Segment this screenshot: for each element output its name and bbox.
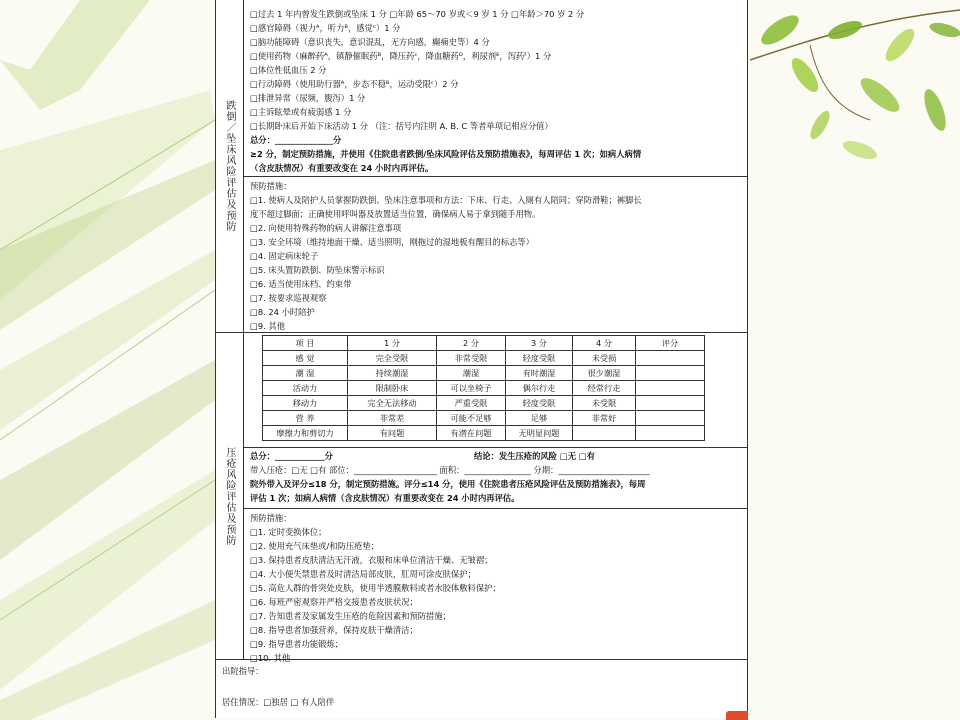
table-cell: 完全受限 [348, 351, 437, 366]
table-header-row [263, 336, 728, 351]
table-cell: 营 养 [263, 411, 348, 426]
score-input-cell[interactable] [636, 381, 705, 396]
pressure-prevention-item[interactable]: □2. 使用充气床垫或/和防压疮垫； [250, 541, 380, 551]
table-cell: 偶尔行走 [506, 381, 573, 396]
table-header-cell: 3 分 [506, 336, 573, 351]
table-row [263, 366, 728, 381]
pressure-prevention-item[interactable]: □10. 其他 [250, 653, 291, 663]
pressure-section-label: 压疮风险评估及预防 [224, 446, 235, 546]
fall-item[interactable]: □长期卧床后开始下床活动 1 分 （注：括号内注明 A. B. C 等者单项记相应分值） [250, 121, 553, 131]
pressure-conclusion[interactable]: 结论：发生压疮的风险 □无 □有 [474, 451, 596, 461]
pressure-prevention-title: 预防措施： [250, 513, 292, 523]
fall-prevention-item[interactable]: □9. 其他 [250, 321, 285, 331]
score-input-cell[interactable] [636, 411, 705, 426]
pressure-prevention-item[interactable]: □6. 每班严密观察并严格交接患者皮肤状况； [250, 597, 418, 607]
fall-item[interactable]: □行动障碍（使用助行器ᴬ，步态不稳ᴮ，运动受限ᶜ）2 分 [250, 79, 459, 89]
pressure-content [244, 333, 747, 663]
table-cell: 轻度受限 [506, 351, 573, 366]
table-cell: 轻度受限 [506, 396, 573, 411]
table-row [263, 381, 728, 396]
fall-item[interactable]: □主诉眩晕或有疲弱感 1 分 [250, 107, 352, 117]
fall-item[interactable]: □使用药物（麻醉药ᴬ，镇静催眠药ᴮ，降压药ᶜ，降血糖药ᴰ，利尿剂ᴱ，泻药ᶠ）1 分 [250, 51, 552, 61]
pressure-rule-text: 院外带入及评分≤18 分，制定预防措施。评分≤14 分，使用《住院患者压疮风险评估及预防措施表》，每周 [250, 479, 646, 489]
table-header-cell: 评分 [636, 336, 705, 351]
table-cell: 非常差 [348, 411, 437, 426]
leaf-decoration [750, 0, 960, 720]
fall-prevention-item: 度不超过脚面；正确使用呼叫器及放置适当位置，确保病人易于拿到随手用物。 [250, 209, 541, 219]
divider [244, 447, 747, 448]
table-cell: 未受损 [573, 351, 636, 366]
pressure-prevention-item[interactable]: □9. 指导患者功能锻炼； [250, 639, 344, 649]
table-cell: 潮 湿 [263, 366, 348, 381]
table-cell: 移动力 [263, 396, 348, 411]
table-header-cell: 1 分 [348, 336, 437, 351]
table-cell: 可以坐椅子 [437, 381, 506, 396]
fall-risk-section [216, 0, 747, 333]
table-row [263, 351, 728, 366]
table-cell: 限制卧床 [348, 381, 437, 396]
table-cell: 未受限 [573, 396, 636, 411]
table-cell: 持续潮湿 [348, 366, 437, 381]
table-cell: 有问题 [348, 426, 437, 441]
fall-rule-text: ≥2 分，制定预防措施，并使用《住院患者跌倒/坠床风险评估及预防措施表》，每周评估 1 次；如病人病情 [250, 149, 642, 159]
table-cell: 有时潮湿 [506, 366, 573, 381]
table-row [263, 411, 728, 426]
fall-prevention-item[interactable]: □5. 床头置防跌倒、防坠床警示标识 [250, 265, 385, 275]
table-cell: 很少潮湿 [573, 366, 636, 381]
fall-prevention-item[interactable]: □4. 固定病床轮子 [250, 251, 319, 261]
fall-prevention-title: 预防措施： [250, 181, 292, 191]
table-cell: 摩擦力和剪切力 [263, 426, 348, 441]
fall-section-label-cell [216, 0, 244, 332]
score-input-cell[interactable] [636, 351, 705, 366]
table-cell: 无明显问题 [506, 426, 573, 441]
pressure-section-label-cell [216, 333, 244, 659]
admitted-pressure-line[interactable]: 带入压疮：□无 □有 部位：____________________ 面积：________________ 分期：______________________ [250, 465, 650, 475]
table-cell: 感 觉 [263, 351, 348, 366]
assessment-form [215, 0, 748, 718]
fall-item[interactable]: □排泄异常（尿频，腹泻）1 分 [250, 93, 366, 103]
table-header-cell: 2 分 [437, 336, 506, 351]
fall-section-label: 跌倒／坠床风险评估及预防 [224, 100, 235, 232]
pressure-prevention-item[interactable]: □7. 告知患者及家属发生压疮的危险因素和预防措施； [250, 611, 451, 621]
table-cell [573, 426, 636, 441]
fall-prevention-item[interactable]: □6. 适当使用床档、约束带 [250, 279, 352, 289]
fall-prevention-item[interactable]: □2. 向使用特殊药物的病人讲解注意事项 [250, 223, 402, 233]
fall-item[interactable]: □感官障碍（视力ᴬ，听力ᴮ，感觉ᶜ）1 分 [250, 23, 401, 33]
table-cell: 足够 [506, 411, 573, 426]
table-cell: 可能不足够 [437, 411, 506, 426]
living-situation[interactable]: 居住情况：□独居 □ 有人陪伴 [222, 697, 335, 707]
table-header-cell: 4 分 [573, 336, 636, 351]
table-cell: 非常受限 [437, 351, 506, 366]
pressure-total-score[interactable]: 总分：____________分 [250, 451, 333, 461]
pressure-risk-section [216, 333, 747, 663]
fall-content [244, 0, 747, 332]
table-row [263, 426, 728, 441]
table-cell: 活动力 [263, 381, 348, 396]
decorative-stripes [0, 0, 215, 720]
pressure-prevention-item[interactable]: □3. 保持患者皮肤清洁无汗液，衣服和床单位清洁干燥、无皱褶； [250, 555, 493, 565]
fall-item[interactable]: □过去 1 年内曾发生跌倒或坠床 1 分 □年龄 65～70 岁或＜9 岁 1 分 □年龄＞70 岁 2 分 [250, 9, 585, 19]
table-cell: 经常行走 [573, 381, 636, 396]
pressure-prevention-item[interactable]: □4. 大小便失禁患者及时清洁局部皮肤，肛周可涂皮肤保护； [250, 569, 476, 579]
pressure-rule-text: 评估 1 次；如病人病情（含皮肤情况）有重要改变在 24 小时内再评估。 [250, 493, 520, 503]
table-header-cell: 项 目 [263, 336, 348, 351]
fall-prevention-item[interactable]: □1. 使病人及陪护人员掌握防跌倒、坠床注意事项和方法：下床、行走、入厕有人陪同；穿防滑鞋；裤脚长 [250, 195, 642, 205]
score-input-cell[interactable] [636, 396, 705, 411]
score-input-cell[interactable] [636, 366, 705, 381]
divider [244, 176, 747, 177]
fall-prevention-item[interactable]: □8. 24 小时陪护 [250, 307, 315, 317]
fall-item[interactable]: □体位性低血压 2 分 [250, 65, 327, 75]
score-input-cell[interactable] [636, 426, 705, 441]
braden-score-table [262, 335, 728, 441]
fall-total-score[interactable]: 总分：______________分 [250, 135, 342, 145]
divider [244, 508, 747, 509]
discharge-guide-label[interactable]: 出院指导： [222, 666, 264, 676]
discharge-section [216, 660, 747, 718]
fall-prevention-item[interactable]: □3. 安全环境（维持地面干燥、适当照明，刚拖过的湿地板有醒目的标志等） [250, 237, 534, 247]
fall-item[interactable]: □脑功能障碍（意识丧失，意识混乱，无方向感，癫痫史等）4 分 [250, 37, 490, 47]
table-cell: 完全无法移动 [348, 396, 437, 411]
table-cell: 严重受限 [437, 396, 506, 411]
pressure-prevention-item[interactable]: □8. 指导患者加强营养，保持皮肤干燥清洁； [250, 625, 418, 635]
table-cell: 有潜在问题 [437, 426, 506, 441]
table-cell: 潮湿 [437, 366, 506, 381]
fall-rule-text: （含皮肤情况）有重要改变在 24 小时内再评估。 [250, 163, 434, 173]
pressure-prevention-item[interactable]: □5. 高危人群的骨突处皮肤，使用半透膜敷料或者水胶体敷料保护； [250, 583, 501, 593]
table-cell: 非常好 [573, 411, 636, 426]
page-corner-mark [726, 711, 748, 720]
pressure-prevention-item[interactable]: □1. 定时变换体位； [250, 527, 327, 537]
table-row [263, 396, 728, 411]
fall-prevention-item[interactable]: □7. 按要求巡视观察 [250, 293, 327, 303]
